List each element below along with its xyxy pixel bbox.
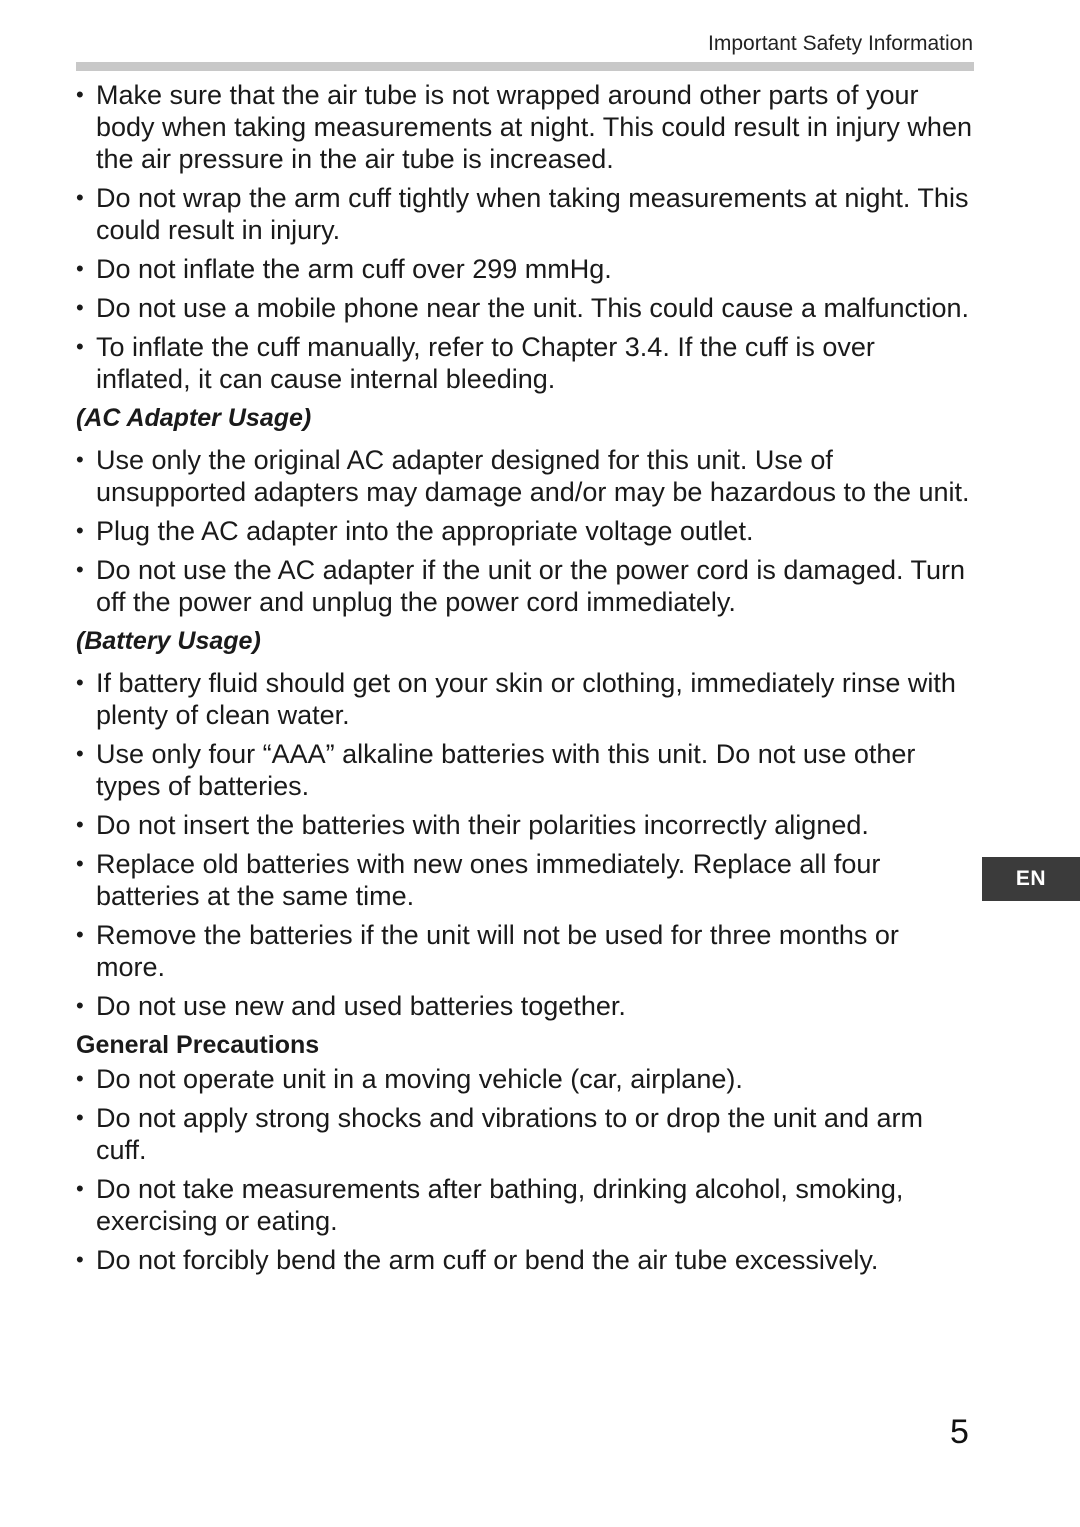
list-item: • Do not wrap the arm cuff tightly when taking measurements at night. This could result in injury. bbox=[76, 182, 972, 246]
list-item: • Do not operate unit in a moving vehicle (car, airplane). bbox=[76, 1063, 972, 1095]
intro-bullet-list bbox=[76, 79, 972, 395]
page-content bbox=[76, 79, 972, 1283]
general-bullet-list bbox=[76, 1063, 972, 1276]
list-item: • Do not use a mobile phone near the unit. This could cause a malfunction. bbox=[76, 292, 972, 324]
list-item: • Replace old batteries with new ones immediately. Replace all four batteries at the same time. bbox=[76, 848, 972, 912]
list-item: • To inflate the cuff manually, refer to Chapter 3.4. If the cuff is over inflated, it can cause internal bleeding. bbox=[76, 331, 972, 395]
list-item: • Use only four “AAA” alkaline batteries with this unit. Do not use other types of batteries. bbox=[76, 738, 972, 802]
list-item: • Do not use new and used batteries together. bbox=[76, 990, 972, 1022]
list-item: • Make sure that the air tube is not wrapped around other parts of your body when taking measurements at night. This could result in injury when the air pressure in the air tube is increased. bbox=[76, 79, 972, 175]
battery-heading: (Battery Usage) bbox=[76, 627, 261, 655]
ac-adapter-heading: (AC Adapter Usage) bbox=[76, 404, 312, 432]
battery-bullet-list bbox=[76, 667, 972, 1022]
list-item: • Plug the AC adapter into the appropriate voltage outlet. bbox=[76, 515, 972, 547]
list-item: • If battery fluid should get on your skin or clothing, immediately rinse with plenty of clean water. bbox=[76, 667, 972, 731]
running-header: Important Safety Information bbox=[708, 32, 973, 55]
language-tab: EN bbox=[982, 857, 1080, 901]
page-number: 5 bbox=[950, 1413, 969, 1451]
list-item: • Do not inflate the arm cuff over 299 mmHg. bbox=[76, 253, 972, 285]
list-item: • Do not forcibly bend the arm cuff or bend the air tube excessively. bbox=[76, 1244, 972, 1276]
header-rule bbox=[76, 62, 974, 71]
general-precautions-heading: General Precautions bbox=[76, 1031, 320, 1059]
list-item: • Do not apply strong shocks and vibrations to or drop the unit and arm cuff. bbox=[76, 1102, 972, 1166]
list-item: • Do not insert the batteries with their polarities incorrectly aligned. bbox=[76, 809, 972, 841]
list-item: • Do not use the AC adapter if the unit or the power cord is damaged. Turn off the power and unplug the power cord immediately. bbox=[76, 554, 972, 618]
list-item: • Use only the original AC adapter designed for this unit. Use of unsupported adapters may damage and/or may be hazardous to the unit. bbox=[76, 444, 972, 508]
list-item: • Remove the batteries if the unit will not be used for three months or more. bbox=[76, 919, 972, 983]
ac-adapter-bullet-list bbox=[76, 444, 972, 618]
list-item: • Do not take measurements after bathing, drinking alcohol, smoking, exercising or eating. bbox=[76, 1173, 972, 1237]
